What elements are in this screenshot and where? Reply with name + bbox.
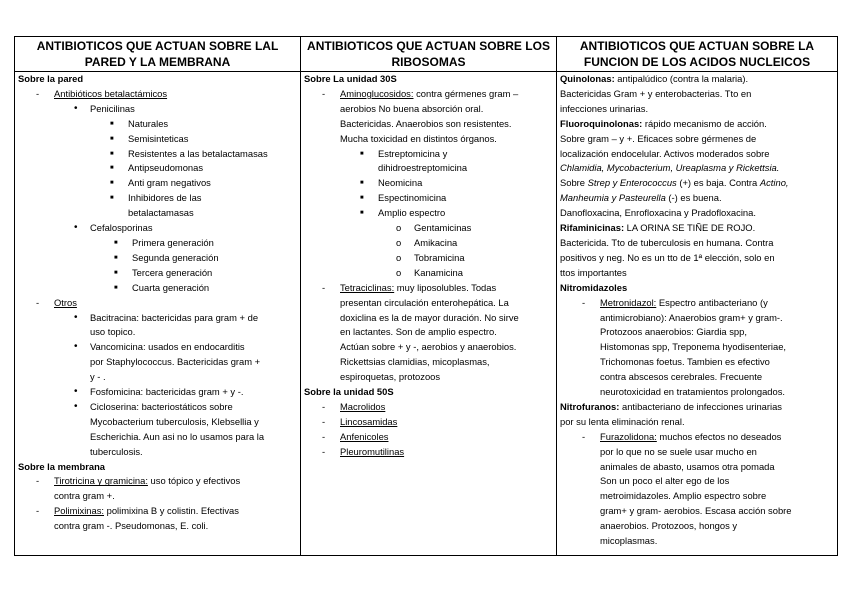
list-item-cont: neurotoxicidad en tratamientos prolongados. — [600, 386, 786, 398]
list-item: ■ Primera generación — [114, 236, 214, 248]
list-item: ■ Naturales — [110, 117, 169, 129]
list-item: • Bacitracina: bactericidas para gram + de — [74, 311, 259, 323]
list-item: - Aminoglucosidos: contra gérmenes gram – — [322, 87, 519, 99]
list-item: • Cefalosporinas — [74, 222, 153, 234]
list-item-cont: por Staphylococcus. Bactericidas gram + — [90, 356, 261, 368]
text-line: Sobre gram – y +. Eficaces sobre gérmenes de — [560, 132, 757, 144]
text-line: Bactericidas Gram + y enterobacterias. Tto en — [560, 87, 752, 99]
list-item: ■ Neomicina — [360, 177, 423, 189]
list-item-cont: animales de abasto, usamos otra pomada — [600, 460, 775, 472]
text-line: Danofloxacina, Enrofloxacina y Pradofloxacina. — [560, 207, 756, 219]
list-item: - Lincosamidas — [322, 415, 398, 427]
header-row — [15, 37, 838, 72]
list-item: ■ Cuarta generación — [114, 281, 210, 293]
list-item-cont: contra gram +. — [54, 490, 115, 502]
list-item: ■ Espectinomicina — [360, 192, 447, 204]
list-item: ■ Amplio espectro — [360, 207, 446, 219]
list-item: - Furazolidona: muchos efectos no deseados — [582, 430, 782, 442]
list-item-cont: metroimidazoles. Amplio espectro sobre — [600, 490, 767, 502]
list-item: - Tirotricina y gramicina: uso tópico y efectivos — [36, 475, 241, 487]
header-ribosomes: ANTIBIOTICOS QUE ACTUAN SOBRE LOS RIBOSOMAS — [301, 37, 557, 72]
list-item: - Otros — [36, 296, 77, 308]
section-membrana: Sobre la membrana — [18, 460, 106, 472]
list-item: - Macrolidos — [322, 400, 386, 412]
list-item-cont: anaerobios. Protozoos, hongos y — [600, 520, 738, 532]
header-wall-membrane: ANTIBIOTICOS QUE ACTUAN SOBRE LAL PARED Y LA MEMBRANA — [15, 37, 301, 72]
text-line: ttos importantes — [560, 266, 627, 278]
text-line: por su lenta eliminación renal. — [560, 415, 685, 427]
antibiotics-table — [14, 36, 838, 556]
header-nucleic-acids: ANTIBIOTICOS QUE ACTUAN SOBRE LA FUNCION DE LOS ACIDOS NUCLEICOS — [557, 37, 838, 72]
list-item-cont: por lo que no se suele usar mucho en — [600, 445, 757, 457]
list-item: o Tobramicina — [396, 251, 465, 263]
text-line: Manheumia y Pasteurella (-) es buena. — [560, 192, 722, 204]
col-ribosomes — [301, 72, 557, 556]
list-item: • Penicilinas — [74, 102, 135, 114]
list-item-cont: Rickettsias clamidias, micoplasmas, — [340, 356, 490, 368]
list-item-cont: Protozoos anaerobios: Giardia spp, — [600, 326, 747, 338]
list-item: o Gentamicinas — [396, 222, 472, 234]
section-nitroimidazoles: Nitromidazoles — [560, 281, 628, 293]
list-item: - Tetraciclinas: muy liposolubles. Todas — [322, 281, 497, 293]
list-item: • Vancomicina: usados en endocarditis — [74, 341, 245, 353]
list-item: • Fosfomicina: bactericidas gram + y -. — [74, 386, 244, 398]
list-item: ■ Tercera generación — [114, 266, 213, 278]
list-item-cont: dihidroestreptomicina — [378, 162, 468, 174]
list-item-cont: micoplasmas. — [600, 535, 658, 547]
col-nucleic-acids — [557, 72, 838, 556]
list-item-cont: contra gram -. Pseudomonas, E. coli. — [54, 520, 209, 532]
list-item-cont: contra abscesos cerebrales. Frecuente — [600, 371, 763, 383]
species-line: Chlamidia, Mycobacterium, Ureaplasma y Rickettsia. — [560, 162, 780, 174]
section-50s: Sobre la unidad 50S — [304, 386, 394, 398]
rifam-line: Rifaminicinas: LA ORINA SE TIÑE DE ROJO. — [560, 222, 756, 234]
text-line: Sobre Strep y Enterococcus (+) es baja. Contra Actino, — [560, 177, 789, 189]
list-item-cont: Actúan sobre + y -, aerobios y anaerobios. — [340, 341, 517, 353]
section-30s: Sobre La unidad 30S — [304, 73, 397, 84]
list-item-cont: Son un poco el alter ego de los — [600, 475, 730, 487]
text-line: positivos y neg. No es un tto de 1ª elección, solo en — [560, 251, 775, 263]
content-row — [15, 72, 838, 556]
list-item-cont: presentan circulación enterohepática. La — [340, 296, 509, 308]
text-line: infecciones urinarias. — [560, 102, 649, 114]
list-item: ■ Semisinteticas — [110, 132, 189, 144]
nitrofur-line: Nitrofuranos: antibacteriano de infecciones urinarias — [560, 400, 782, 412]
col-wall-membrane — [15, 72, 301, 556]
list-item-cont: antimicrobiano): Anaerobios gram+ y gram-. — [600, 311, 783, 323]
list-item-cont: en lactantes. Son de amplio espectro. — [340, 326, 497, 338]
list-item-cont: espiroquetas, protozoos — [340, 371, 441, 383]
list-item: - Anfenicoles — [322, 430, 389, 442]
text-line: localización endocelular. Activos moderados sobre — [560, 147, 770, 159]
list-item-cont: y - . — [90, 371, 106, 383]
list-item-cont: Bactericidas. Anaerobios son resistentes. — [340, 117, 512, 129]
list-item: • Cicloserina: bacteriostáticos sobre — [74, 400, 233, 412]
list-item: ■ Resistentes a las betalactamasas — [110, 147, 268, 159]
list-item-cont: Escherichia. Aun asi no lo usamos para la — [90, 430, 265, 442]
list-item: ■ Segunda generación — [114, 251, 219, 263]
list-item-cont: tuberculosis. — [90, 445, 143, 457]
list-item-cont: aerobios No buena absorción oral. — [340, 102, 484, 114]
fluoro-line: Fluoroquinolonas: rápido mecanismo de acción. — [560, 117, 767, 129]
list-item: - Antibióticos betalactámicos — [36, 87, 168, 99]
list-item-cont: betalactamasas — [128, 207, 194, 219]
list-item: ■ Estreptomicina y — [360, 147, 448, 159]
list-item: - Pleuromutilinas — [322, 445, 405, 457]
list-item-cont: Mucha toxicidad en distintos órganos. — [340, 132, 497, 144]
list-item: - Metronidazol: Espectro antibacteriano (y — [582, 296, 768, 308]
list-item-cont: Mycobacterium tuberculosis, Klebsellia y — [90, 415, 259, 427]
list-item: - Polimixinas: polimixina B y colistin. Efectivas — [36, 505, 239, 517]
list-item-cont: Trichomonas foetus. Tambien es efectivo — [600, 356, 770, 368]
list-item-cont: Histomonas spp, Treponema hyodisenteriae, — [600, 341, 787, 353]
list-item-cont: doxiclina es la de mayor duración. No sirve — [340, 311, 519, 323]
list-item: ■ Anti gram negativos — [110, 177, 211, 189]
text-line: Bactericida. Tto de tuberculosis en humana. Contra — [560, 236, 774, 248]
quinolonas-line: Quinolonas: antipalúdico (contra la malaria). — [560, 73, 749, 84]
list-item-cont: gram+ y gram- aerobios. Escasa acción sobre — [600, 505, 792, 517]
list-item: o Amikacina — [396, 236, 458, 248]
section-pared: Sobre la pared — [18, 73, 84, 84]
list-item: ■ Inhibidores de las — [110, 192, 202, 204]
list-item: o Kanamicina — [396, 266, 463, 278]
list-item-cont: uso topico. — [90, 326, 136, 338]
list-item: ■ Antipseudomonas — [110, 162, 204, 174]
